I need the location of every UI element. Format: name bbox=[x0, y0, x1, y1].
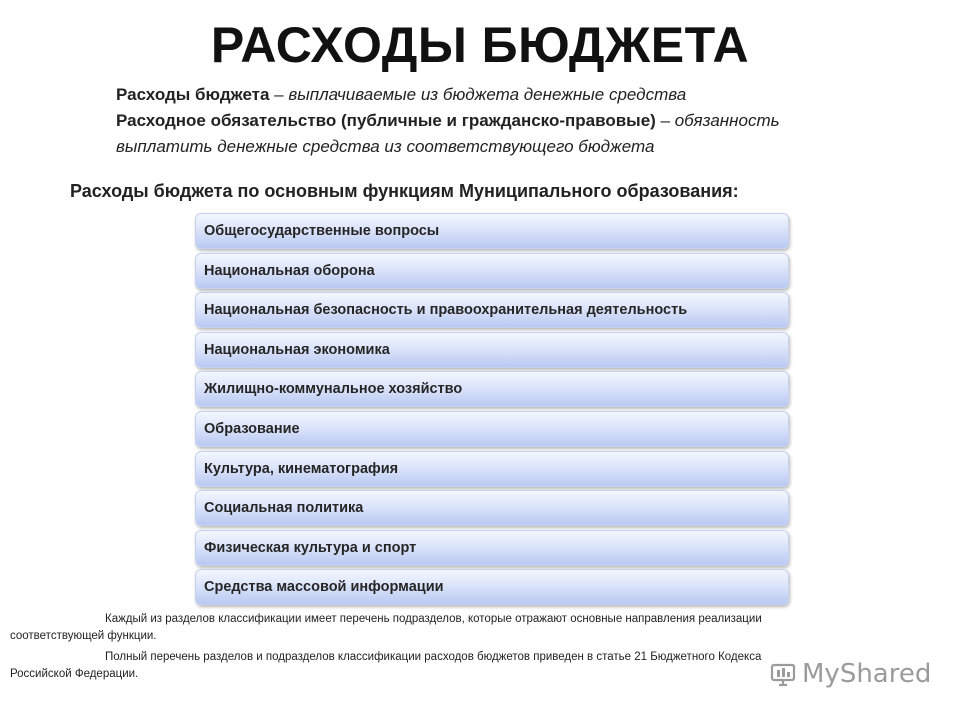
footnote-subsections bbox=[10, 611, 910, 645]
watermark bbox=[770, 659, 931, 689]
definition-dash: – bbox=[269, 85, 289, 104]
function-item-media: Средства массовой информации bbox=[195, 569, 789, 605]
footnote-line: Полный перечень разделов и подразделов классификации расходов бюджетов приведен в статье 21 Бюджетного Кодекса bbox=[105, 651, 762, 663]
watermark-text: MyShared bbox=[802, 659, 932, 689]
functions-subtitle: Расходы бюджета по основным функциям Муниципального образования: bbox=[70, 181, 739, 201]
footnote-line: соответствующей функции. bbox=[10, 630, 157, 642]
function-item-culture: Культура, кинематография bbox=[195, 451, 789, 487]
function-item-general-issues: Общегосударственные вопросы bbox=[195, 213, 789, 249]
definition-text: обязанность bbox=[674, 111, 780, 130]
footnote-line: Российской Федерации. bbox=[10, 668, 139, 680]
definition-continuation: выплатить денежные средства из соответствующего бюджета bbox=[116, 137, 655, 156]
definition-term: Расходное обязательство (публичные и гражданско-правовые) bbox=[116, 111, 656, 130]
functions-list bbox=[195, 213, 789, 609]
page-title: РАСХОДЫ БЮДЖЕТА bbox=[210, 17, 750, 73]
function-item-education: Образование bbox=[195, 411, 789, 447]
function-item-sport: Физическая культура и спорт bbox=[195, 530, 789, 566]
function-item-security: Национальная безопасность и правоохранительная деятельность bbox=[195, 292, 789, 328]
definition-budget-expenses bbox=[116, 82, 686, 108]
myshared-logo-icon bbox=[770, 661, 796, 687]
function-item-social-policy: Социальная политика bbox=[195, 490, 789, 526]
definition-term: Расходы бюджета bbox=[116, 85, 270, 104]
definition-text: выплачиваемые из бюджета денежные средства bbox=[288, 85, 687, 104]
function-item-housing: Жилищно-коммунальное хозяйство bbox=[195, 371, 789, 407]
function-item-defense: Национальная оборона bbox=[195, 253, 789, 289]
function-item-economy: Национальная экономика bbox=[195, 332, 789, 368]
definition-expense-obligation bbox=[116, 108, 780, 134]
definition-dash: – bbox=[655, 111, 675, 130]
footnote-line: Каждый из разделов классификации имеет перечень подразделов, которые отражают основные направления реализации bbox=[105, 613, 762, 625]
